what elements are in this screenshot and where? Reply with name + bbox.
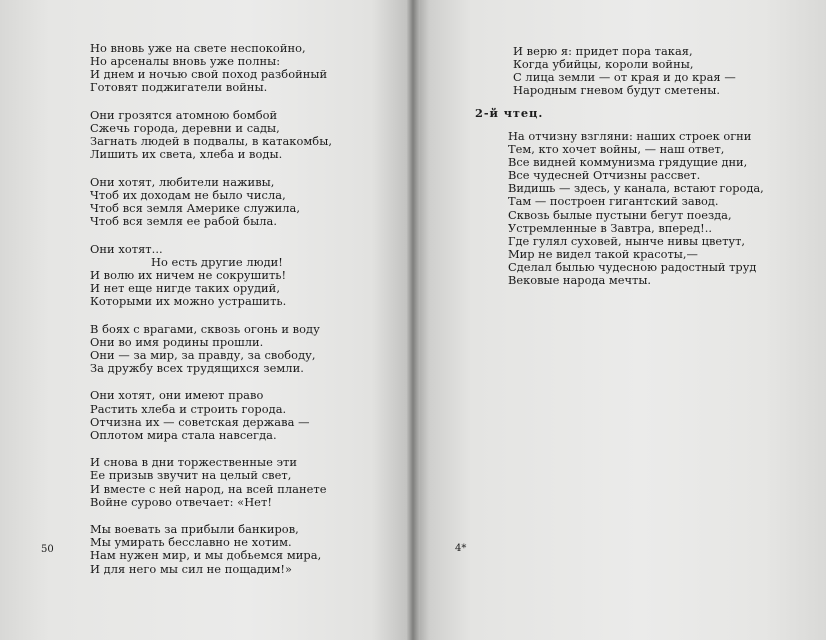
poem-line: В боях с врагами, сквозь огонь и воду bbox=[90, 321, 320, 336]
poem-line: Они во имя родины прошли. bbox=[90, 334, 264, 349]
poem-line: Готовят поджигатели войны. bbox=[90, 80, 268, 95]
poem-line: Они хотят, любители наживы, bbox=[90, 174, 275, 189]
poem-line: И вместе с ней народ, на всей планете bbox=[90, 481, 327, 496]
poem-line: Отчизна их — советская держава — bbox=[90, 414, 310, 429]
poem-line: Они хотят, они имеют право bbox=[90, 388, 264, 403]
right-poem-text-2 bbox=[508, 130, 808, 287]
left-poem-text bbox=[90, 42, 390, 590]
stanza bbox=[90, 243, 390, 308]
stanza bbox=[90, 389, 390, 441]
poem-line: На отчизну взгляни: наших строек огни bbox=[508, 129, 752, 143]
poem-line: С лица земли — от края и до края — bbox=[513, 70, 736, 85]
poem-line: И днем и ночью свой поход разбойный bbox=[90, 67, 328, 82]
poem-line: Войне сурово отвечает: «Нет! bbox=[90, 494, 272, 509]
poem-line: Они хотят... bbox=[90, 241, 163, 256]
poem-line: Растить хлеба и строить города. bbox=[90, 401, 287, 416]
stanza bbox=[90, 42, 390, 94]
poem-line: Чтоб вся земля Америке служила, bbox=[90, 200, 301, 215]
speaker-heading: 2-й чтец. bbox=[475, 106, 544, 120]
page-number: 50 bbox=[41, 544, 54, 555]
poem-line: Когда убийцы, короли войны, bbox=[513, 57, 694, 72]
poem-line: И для него мы сил не пощадим!» bbox=[90, 561, 293, 576]
stanza bbox=[90, 176, 390, 228]
poem-line: Они — за мир, за правду, за свободу, bbox=[90, 347, 316, 362]
poem-line: Которыми их можно устрашить. bbox=[90, 294, 287, 308]
poem-line: Мы воевать за прибыли банкиров, bbox=[90, 522, 299, 537]
stanza bbox=[90, 109, 390, 161]
poem-line: Где гулял суховей, нынче нивы цветут, bbox=[508, 233, 746, 248]
poem-line: Оплотом мира стала навсегда. bbox=[90, 427, 277, 442]
poem-line: Но арсеналы вновь уже полны: bbox=[90, 54, 281, 69]
poem-line: Они грозятся атомною бомбой bbox=[90, 107, 278, 122]
poem-line: Там — построен гигантский завод. bbox=[508, 194, 719, 209]
poem-line: Но вновь уже на свете неспокойно, bbox=[90, 41, 306, 55]
poem-line: Загнать людей в подвалы, в катакомбы, bbox=[90, 134, 332, 149]
stanza bbox=[90, 523, 390, 575]
poem-line: Нам нужен мир, и мы добьемся мира, bbox=[90, 548, 322, 563]
poem-line: Чтоб вся земля ее рабой была. bbox=[90, 214, 278, 229]
poem-line: Тем, кто хочет войны, — наш ответ, bbox=[508, 142, 725, 157]
poem-line: И верю я: придет пора такая, bbox=[513, 44, 693, 58]
poem-line: Мир не видел такой красоты,— bbox=[508, 246, 698, 261]
poem-line: Лишить их света, хлеба и воды. bbox=[90, 147, 283, 162]
poem-line: И снова в дни торжественные эти bbox=[90, 455, 297, 470]
stanza bbox=[475, 45, 805, 97]
poem-line: Сквозь былые пустыни бегут поезда, bbox=[508, 207, 732, 222]
poem-line: И волю их ничем не сокрушить! bbox=[90, 267, 287, 282]
stanza bbox=[90, 323, 390, 375]
poem-line: Устремленные в Завтра, вперед!.. bbox=[508, 220, 712, 235]
poem-line: За дружбу всех трудящихся земли. bbox=[90, 360, 304, 375]
poem-line: Видишь — здесь, у канала, встают города, bbox=[508, 181, 764, 196]
poem-line: Все чудесней Отчизны рассвет. bbox=[508, 168, 701, 183]
poem-line: Вековые народа мечты. bbox=[508, 273, 652, 288]
right-page bbox=[413, 0, 826, 640]
signature-mark: 4* bbox=[455, 543, 467, 554]
poem-line: Сделал былью чудесною радостный труд bbox=[508, 259, 757, 274]
poem-line: И нет еще нигде таких орудий, bbox=[90, 280, 280, 295]
poem-line: Ее призыв звучит на целый свет, bbox=[90, 468, 292, 483]
stanza bbox=[90, 456, 390, 508]
poem-line: Все видней коммунизма грядущие дни, bbox=[508, 155, 748, 170]
book-gutter bbox=[406, 0, 420, 640]
poem-line: Чтоб их доходам не было числа, bbox=[90, 187, 286, 202]
poem-line-indented: Но есть другие люди! bbox=[151, 254, 283, 269]
poem-line: Мы умирать бесславно не хотим. bbox=[90, 535, 292, 550]
right-poem-text bbox=[475, 45, 805, 112]
poem-line: Народным гневом будут сметены. bbox=[513, 83, 721, 98]
poem-line: Сжечь города, деревни и сады, bbox=[90, 120, 280, 135]
